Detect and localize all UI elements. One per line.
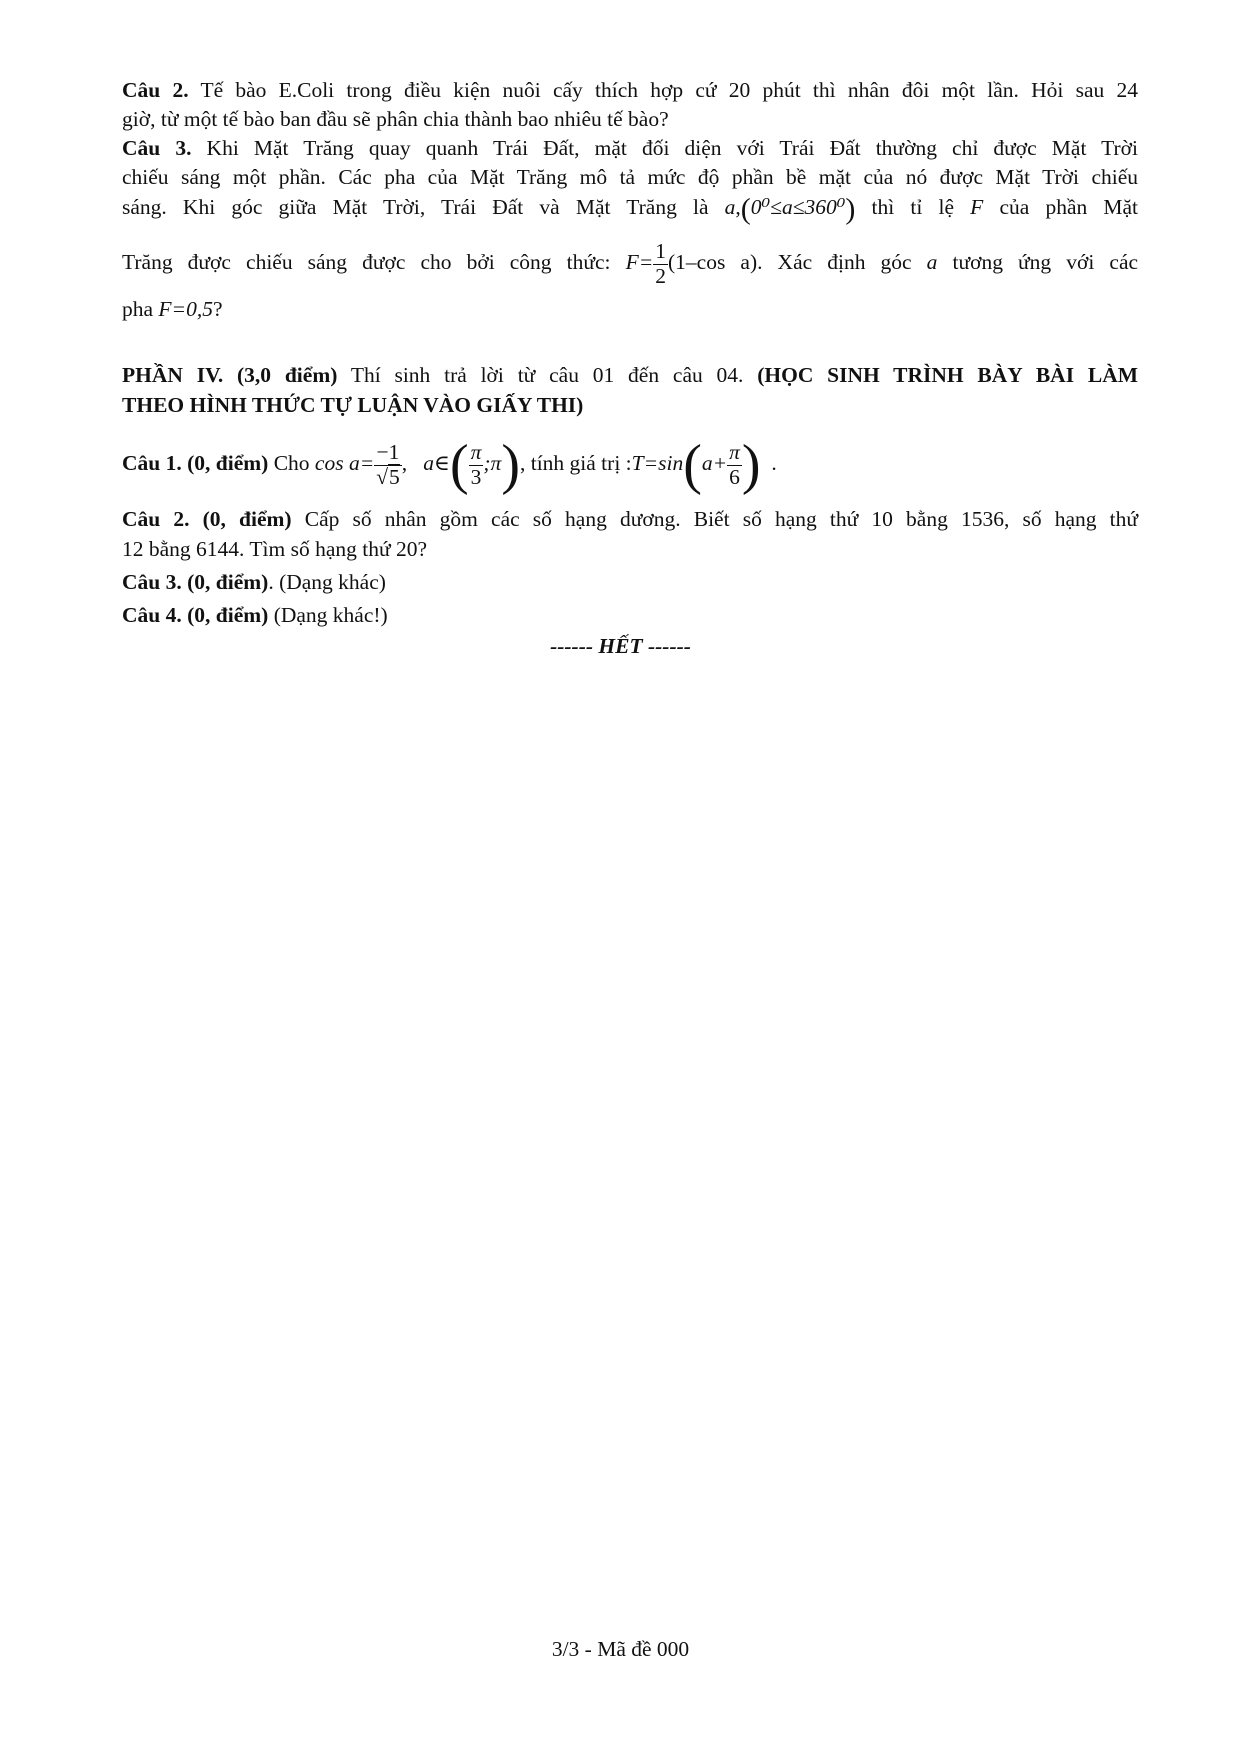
question-2-line2: giờ, từ một tế bào ban đầu sẽ phân chia thành bao nhiêu tế bào?	[122, 107, 669, 131]
text: .	[771, 451, 777, 475]
question-text: Cấp số nhân gồm các số hạng dương. Biết số hạng thứ 10 bằng 1536, số hạng thứ	[304, 507, 1139, 531]
text: thì tỉ lệ	[871, 195, 954, 219]
fraction	[374, 441, 402, 489]
math-var: a	[926, 250, 938, 275]
math-expr: T=sin	[631, 451, 684, 475]
question-3-line4	[122, 240, 1138, 288]
question-label: Câu 3. (0, điểm)	[122, 570, 269, 594]
math-expr: ;π	[483, 451, 502, 475]
text: ?	[212, 297, 223, 321]
question-text: (Dạng khác!)	[273, 603, 388, 627]
page-footer: 3/3 - Mã đề 000	[551, 1637, 690, 1661]
text: , tính giá trị :	[519, 451, 632, 475]
numerator: 1	[655, 239, 667, 263]
math-expr: a+	[701, 451, 728, 475]
part-instructions: Thí sinh trả lời từ câu 01 đến câu 04.	[350, 363, 744, 387]
part-title: PHẦN IV. (3,0 điểm)	[122, 363, 338, 387]
question-3-line2: chiếu sáng một phần. Các pha của Mặt Trăng mô tả mức độ phần bề mặt của nó được Mặt Trời chiếu	[122, 165, 1138, 189]
question-label: Câu 2. (0, điểm)	[122, 507, 292, 531]
text: sáng. Khi góc giữa Mặt Trời, Trái Đất và Mặt Trăng là	[122, 195, 709, 219]
question-label: Câu 3.	[122, 136, 192, 160]
part-4-heading-line2: THEO HÌNH THỨC TỰ LUẬN VÀO GIẤY THI)	[122, 393, 584, 417]
part-4-heading-line1	[122, 361, 1138, 390]
fraction	[727, 441, 742, 489]
text: của phần Mặt	[999, 195, 1139, 219]
formula-lhs: F=	[625, 250, 654, 275]
math-expr: F=0,5	[158, 297, 213, 321]
numerator: π	[729, 439, 740, 464]
denominator: 6	[729, 464, 740, 489]
part-4-question-4	[122, 601, 1138, 630]
question-text: . (Dạng khác)	[268, 570, 386, 594]
denominator: √5	[376, 464, 400, 489]
numerator: π	[470, 439, 482, 464]
denominator: 2	[655, 263, 667, 288]
part-4-question-3	[122, 568, 1138, 597]
question-text: Khi Mặt Trăng quay quanh Trái Đất, mặt đối diện với Trái Đất thường chỉ được Mặt Trời	[206, 136, 1139, 160]
math-expr: cos a=	[314, 451, 375, 475]
text: . Xác định góc	[757, 250, 912, 275]
part-4-question-2-line1	[122, 505, 1138, 534]
denominator: 3	[470, 464, 482, 489]
part-note: (HỌC SINH TRÌNH BÀY BÀI LÀM	[757, 363, 1139, 387]
math-var: a	[724, 195, 736, 219]
formula-rhs: (1–cos a)	[668, 250, 758, 275]
sqrt-value: 5	[389, 464, 400, 489]
question-3-line1	[122, 134, 1138, 163]
fraction	[653, 240, 668, 288]
math-expr: a∈	[423, 451, 450, 475]
question-label: Câu 4. (0, điểm)	[122, 603, 269, 627]
fraction	[469, 441, 484, 489]
part-4-question-1: Câu 1. (0, điểm) Cho cos a= $\frac{-1}{√5}$ , a∈( $\frac{\pi}{3}$ ;π), tính giá trị :T=sin(a+ $\frac{\pi}{6}$ ) .	[122, 434, 777, 497]
question-3-line5	[122, 295, 1138, 324]
question-label: Câu 1. (0, điểm)	[122, 451, 269, 475]
question-label: Câu 2.	[122, 78, 189, 102]
math-var: F	[970, 195, 984, 219]
text: tương ứng với các	[952, 250, 1139, 275]
question-2-line1	[122, 76, 1138, 105]
math-range: 0⁰≤a≤360⁰	[750, 195, 846, 219]
end-mark: ------ HẾT ------	[550, 634, 691, 658]
text: Trăng được chiếu sáng được cho bởi công thức:	[122, 250, 611, 275]
text: Cho	[273, 451, 310, 475]
numerator: −1	[374, 441, 402, 466]
question-text: Tế bào E.Coli trong điều kiện nuôi cấy thích hợp cứ 20 phút thì nhân đôi một lần. Hỏi sau 24	[200, 78, 1138, 102]
part-4-question-2-line2: 12 bằng 6144. Tìm số hạng thứ 20?	[122, 537, 428, 561]
text: pha	[122, 297, 154, 321]
question-3-line3: sáng. Khi góc giữa Mặt Trời, Trái Đất và Mặt Trăng là a,(0⁰≤a≤360⁰) thì tỉ lệ F của phần Mặt	[122, 192, 1139, 226]
